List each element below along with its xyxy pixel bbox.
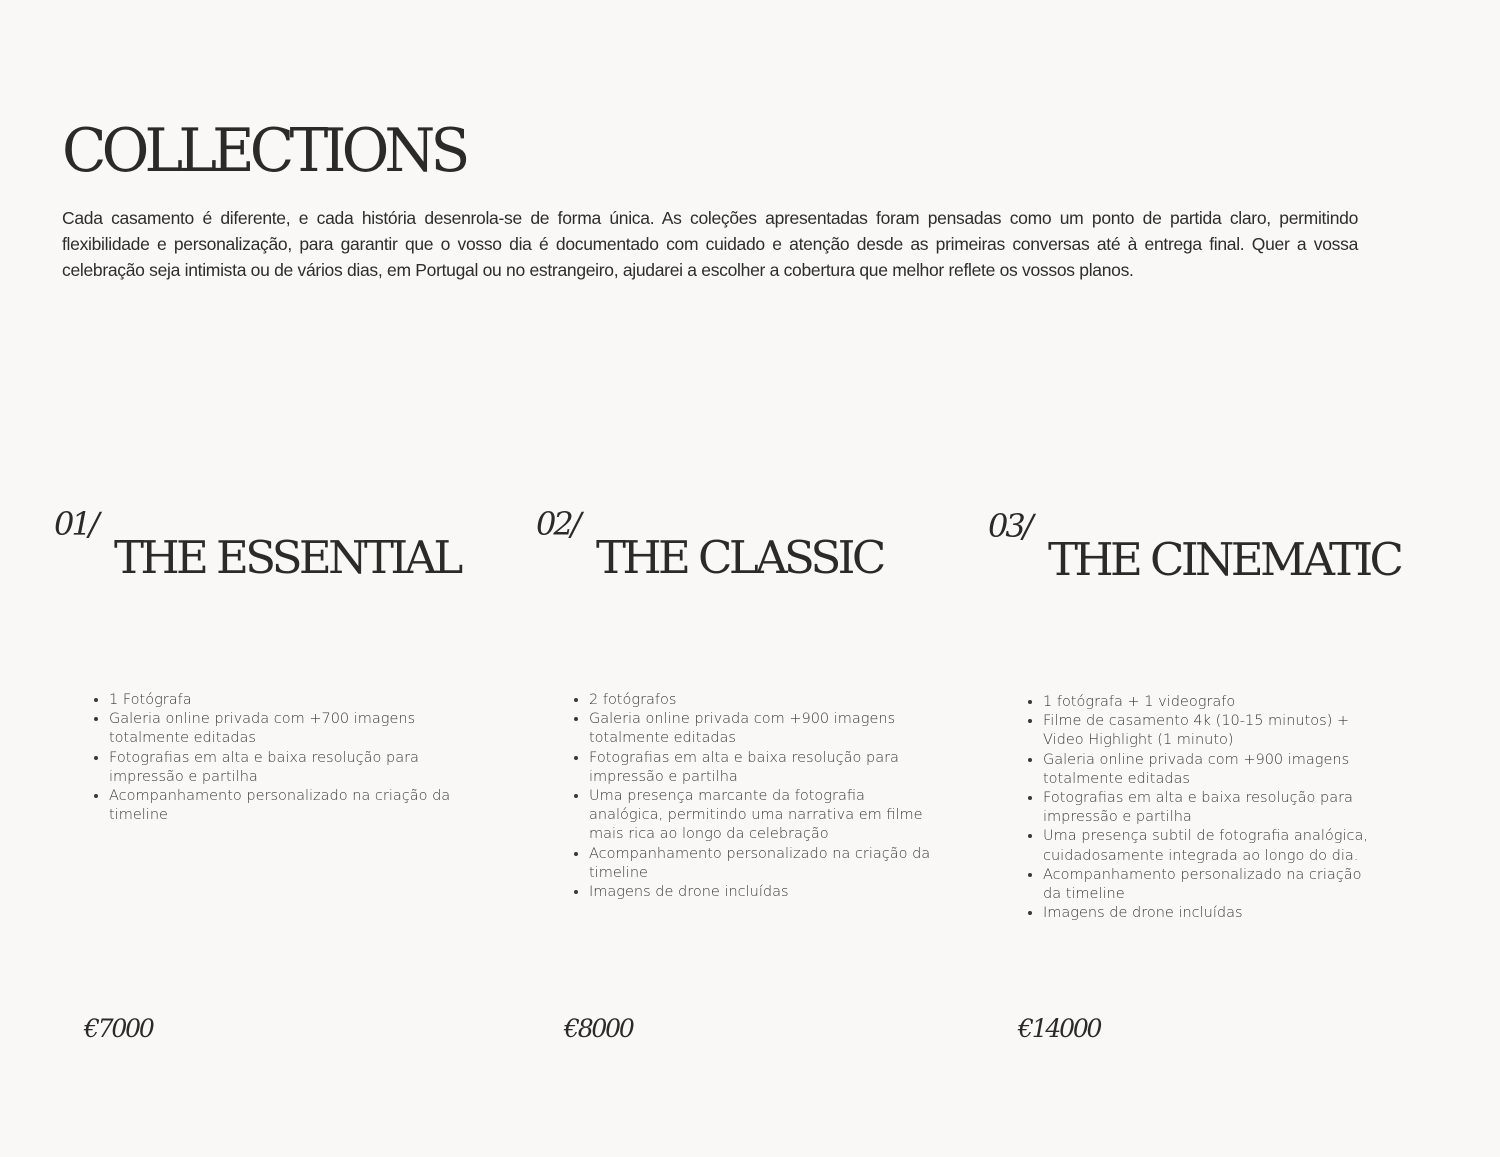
feature-item: • Acompanhamento personalizado na criação da timeline (109, 787, 459, 825)
price: €7000 (84, 1014, 153, 1043)
collection-title: THE CINEMATIC (1048, 533, 1401, 586)
feature-list (567, 691, 939, 902)
feature-item: • Acompanhamento personalizado na criação da timeline (1043, 866, 1368, 904)
feature-item: • Acompanhamento personalizado na criação da timeline (589, 845, 939, 883)
feature-item: • 1 Fotógrafa (109, 691, 459, 710)
feature-item: • Imagens de drone incluídas (1043, 904, 1368, 923)
page-title: COLLECTIONS (62, 116, 466, 186)
price: €14000 (1018, 1014, 1101, 1043)
feature-item: • Filme de casamento 4k (10-15 minutos) + Video Highlight (1 minuto) (1043, 712, 1368, 750)
feature-list (1021, 693, 1368, 923)
price: €8000 (564, 1014, 633, 1043)
collection-number: 01/ (54, 505, 97, 543)
feature-item: • 1 fotógrafa + 1 videografo (1043, 693, 1368, 712)
feature-item: • Galeria online privada com +900 imagens totalmente editadas (1043, 751, 1368, 789)
feature-item: • Imagens de drone incluídas (589, 883, 939, 902)
collection-title: THE ESSENTIAL (114, 531, 460, 584)
collection-number: 03/ (988, 507, 1031, 545)
feature-item: • 2 fotógrafos (589, 691, 939, 710)
feature-item: • Galeria online privada com +900 imagens totalmente editadas (589, 710, 939, 748)
feature-item: • Fotografias em alta e baixa resolução para impressão e partilha (1043, 789, 1368, 827)
collection-title: THE CLASSIC (596, 531, 883, 584)
feature-item: • Uma presença subtil de fotografia analógica, cuidadosamente integrada ao longo do dia. (1043, 827, 1368, 865)
feature-item: • Fotografias em alta e baixa resolução para impressão e partilha (589, 749, 939, 787)
feature-item: • Galeria online privada com +700 imagens totalmente editadas (109, 710, 459, 748)
feature-item: • Uma presença marcante da fotografia analógica, permitindo uma narrativa em filme mais rica ao longo da celebração (589, 787, 939, 845)
intro-paragraph: Cada casamento é diferente, e cada história desenrola-se de forma única. As coleções apresentadas foram pensadas como um ponto de partida claro, permitindo flexibilidade e personalização, para garantir que o vosso dia é documentado com cuidado e atenção desde as primeiras conversas até à entrega final. Quer a vossa celebração seja intimista ou de vários dias, em Portugal ou no estrangeiro, ajudarei a escolher a cobertura que melhor reflete os vossos planos. (62, 208, 1358, 280)
feature-list (87, 691, 459, 825)
collection-number: 02/ (536, 505, 579, 543)
feature-item: • Fotografias em alta e baixa resolução para impressão e partilha (109, 749, 459, 787)
